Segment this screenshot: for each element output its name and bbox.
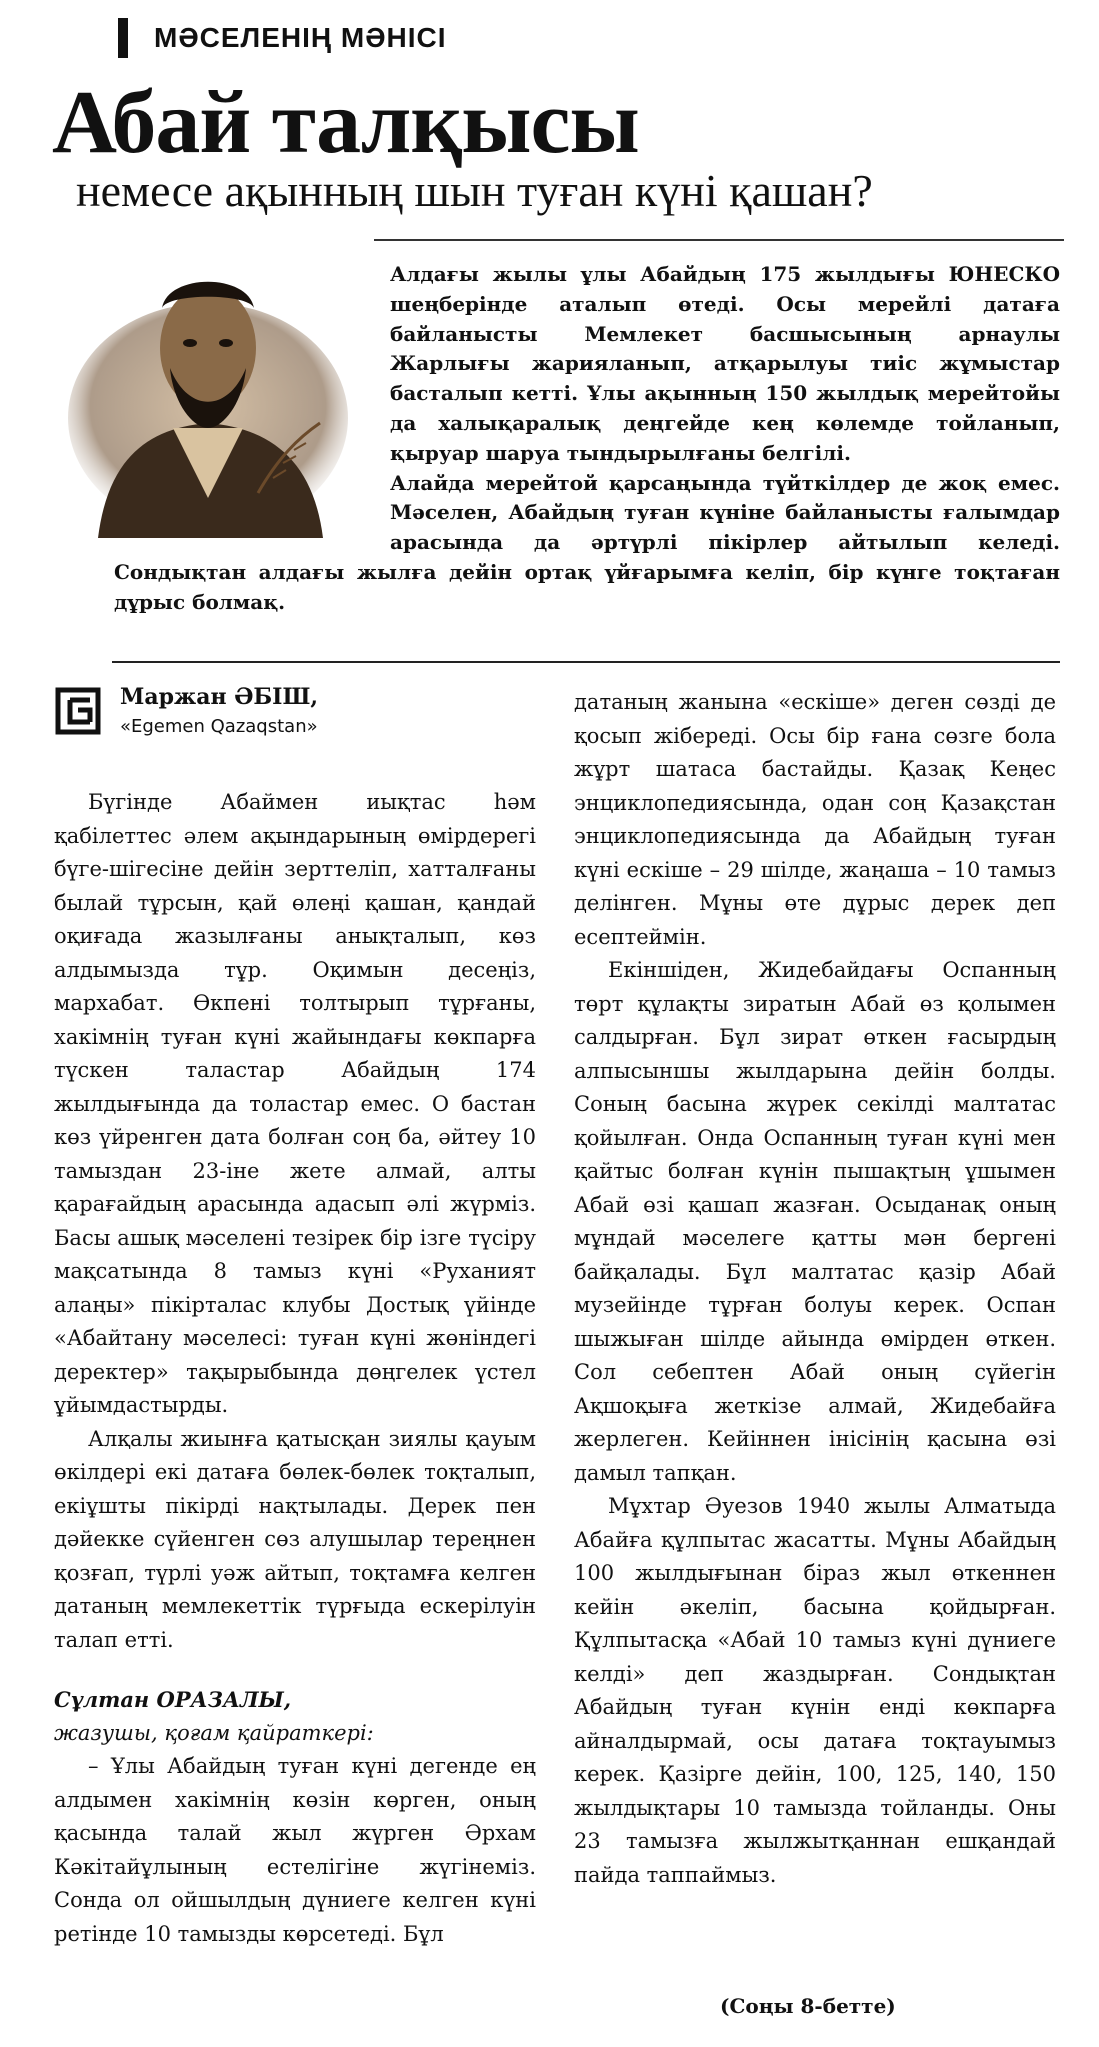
speaker-quote: – Ұлы Абайдың туған күні дегенде ең алдымен хакімнің көзін көрген, оның қасында талай жыл жүрген Әрхам Кәкітайұлының естелігіне жүгінеміз. Сонда ол ойшылдың дүниеге келген күні ретінде 10 тамызды көрсетеді. Бұл [54, 1754, 536, 1946]
paragraph: Мұхтар Әуезов 1940 жылы Алматыда Абайға құлпытас жасатты. Мұны Абайдың 100 жылдығынан біраз жыл өткеннен кейін әкеліп, басына қойдырған. Құлпытасқа «Абай 10 тамыз күні дүниеге келді» деп жаздырған. Сондықтан Абайдың туған күнін енді көкпарға айналдырмай, осы датаға тоқтауымыз керек. Қазірге дейін, 100, 125, 140, 150 жылдықтары 10 тамызда тойланды. Оны 23 тамызға жылжытқаннан ешқандай пайда таппаймыз. [574, 1494, 1056, 1887]
speaker-role: жазушы, қоғам қайраткері: [54, 1720, 374, 1745]
lead-rule [112, 661, 1060, 663]
lead-text-1: Алдағы жылы ұлы Абайдың 175 жылдығы ЮНЕСКО шеңберінде аталып өтеді. Осы мерейлі датаға байланысты Мемлекет басшысының арнаулы Жарлығы жарияланып, атқарылуы тиіс жұмыстар басталып кетті. Ұлы ақынның 150 жылдық мерейтойы да халықаралық деңгейде кең көлемде тойланып, қыруар шаруа тындырылғаны белгілі. [390, 262, 1060, 465]
headline: Абай талқысы [52, 73, 639, 172]
rubric-label: МӘСЕЛЕНІҢ МӘНІСІ [154, 22, 447, 53]
rubric [118, 18, 447, 58]
lead-text-2: Алайда мерейтой қарсаңында түйткілдер де жоқ емес. Мәселен, Абайдың туған күніне байланысты ғалымдар арасында да әртүрлі пікірлер айтылып келеді. Сондықтан алдағы жылға дейін ортақ үйғарымға келіп, бір күнге тоқтаған дұрыс болмақ. [114, 470, 1060, 614]
speaker-name: Сұлтан ОРАЗАЛЫ, [54, 1687, 292, 1712]
subheadline: немесе ақынның шын туған күні қашан? [76, 165, 873, 216]
paragraph: Бүгінде Абаймен иықтас һәм қабілеттес әлем ақындарының өмірдерегі бүге-шігесіне дейін зерттеліп, хатталғаны былай тұрсын, қай өлеңі қашан, қандай оқиғада жазылғаны анықталып, көз алдымызда тұр. Оқимын десеңіз, мархабат. Өкпені толтырып тұрғаны, хакімнің туған күні жайындағы көкпарға түскен таластар Абайдың 174 жылдығында да толастар емес. О бастан көз үйренген дата болған соң ба, әйтеу 10 тамыздан 23-іне жете алмай, алты қарағайдың арасында адасып әлі жүрміз. Басы ашық мәселені тезірек бір ізге түсіру мақсатында 8 тамыз күні «Руханият алаңы» пікірталас клубы Достық үйінде «Абайтану мәселесі: туған күні жөніндегі деректер» тақырыбында дөңгелек үстел ұйымдастырды. [54, 790, 536, 1417]
author-name: Маржан ӘБІШ, [120, 684, 319, 710]
article-column-right [574, 686, 1056, 1892]
headline-rule [374, 239, 1064, 241]
paragraph: Екіншіден, Жидебайдағы Оспанның төрт құлақты зиратын Абай өз қолымен салдырған. Бұл зират өткен ғасырдың алпысыншы жылдарына дейін болды. Соның басына жүрек секілді малтатас қойылған. Онда Оспанның туған күні мен қайтыс болған күнін пышақтың ұшымен Абай өзі қашап жазған. Осыданақ оның мұндай мәселеге қатты мән бергені байқалады. Бұл малтатас қазір Абай музейінде тұрған болуы керек. Оспан шыжыған шілде айында өмірден өткен. Сол себептен Абай оның сүйегін Ақшоқыға жеткізе алмай, Жидебайға жерлеген. Кейіннен інісінің қасына өзі дамыл тапқан. [574, 958, 1056, 1485]
continuation-note: (Соңы 8-бетте) [720, 1994, 896, 2018]
paragraph: датаның жанына «ескіше» деген сөзді де қосып жібереді. Осы бір ғана сөзге бола жұрт шатаса бастайды. Қазақ Кеңес энциклопедиясында, одан соң Қазақстан энциклопедиясында да Абайдың туған күні ескіше – 29 шілде, жаңаша – 10 тамыз делінген. Мұны өте дұрыс дерек деп есептеймін. [574, 690, 1056, 949]
author-outlet: «Egemen Qazaqstan» [120, 716, 318, 737]
article-column-left [54, 786, 536, 1951]
rubric-bar [118, 18, 128, 58]
newspaper-logo-icon [54, 686, 102, 736]
paragraph: Алқалы жиынға қатысқан зиялы қауым өкілдері екі датаға бөлек-бөлек тоқталып, екіұшты пікірді нақтылады. Дерек пен дәйекке сүйенген сөз алушылар тереңнен қозғап, түрлі уәж айтып, тоқтамға келген датаның мемлекеттік түрғыда ескерілуін талап етті. [54, 1426, 536, 1652]
lead-paragraph [114, 260, 1060, 618]
